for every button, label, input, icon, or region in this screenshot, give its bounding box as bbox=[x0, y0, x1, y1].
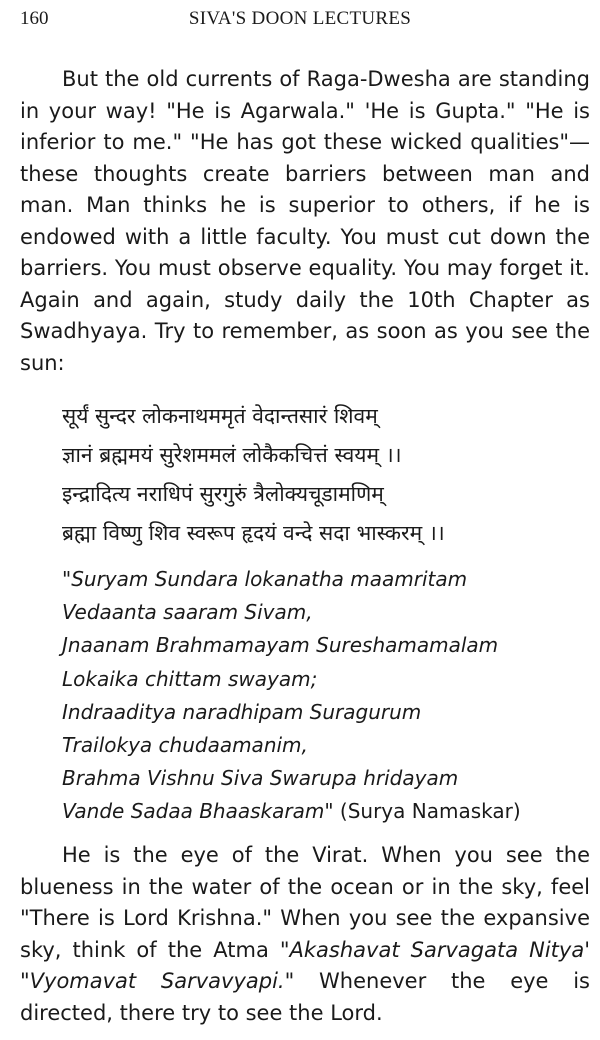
transliteration-line: Jnaanam Brahmamayam Sureshamamalam bbox=[62, 633, 499, 658]
closing-quote: " bbox=[324, 799, 334, 824]
transliteration-line: Vedaanta saaram Sivam, bbox=[62, 600, 313, 625]
paragraph-text: He is the eye of the Virat. When you see the blueness in the water of the ocean or in the sky, feel "There is Lord Krishna." When you see the expansive sky, think of the Atma bbox=[20, 843, 590, 962]
transliteration-line: Indraaditya naradhipam Suragurum bbox=[62, 699, 422, 724]
sanskrit-line: सूर्यं सुन्दर लोकनाथममृतं वेदान्तसारं शिवम् bbox=[62, 404, 378, 428]
transliteration-line-last bbox=[62, 795, 592, 828]
sanskrit-verse bbox=[62, 397, 582, 553]
running-head bbox=[20, 8, 580, 32]
verse-source: (Surya Namaskar) bbox=[333, 799, 521, 824]
paragraph-virat bbox=[20, 840, 590, 1029]
transliteration-line: Brahma Vishnu Siva Swarupa hridayam bbox=[62, 766, 459, 791]
vyomavat-quote: "Vyomavat Sarvavyapi." bbox=[20, 969, 295, 993]
transliteration bbox=[62, 563, 592, 829]
book-title: SIVA'S DOON LECTURES bbox=[188, 8, 412, 29]
sanskrit-line: ज्ञानं ब्रह्ममयं सुरेशममलं लोकैकचित्तं स्वयम् ।। bbox=[62, 443, 402, 467]
akashavat-quote: "Akashavat Sarvagata Nitya' bbox=[279, 937, 590, 962]
transliteration-line: "Suryam Sundara lokanatha maamritam bbox=[62, 567, 468, 591]
paragraph-text: Whenever the eye is directed, there try to see the Lord. bbox=[20, 969, 590, 1025]
transliteration-line: Trailokya chudaamanim, bbox=[62, 732, 308, 757]
paragraph-raga-dwesha: But the old currents of Raga-Dwesha are standing in your way! "He is Agarwala." 'He is Gupta." "He is inferior to me." "He has got these wicked qualities"— these thoughts create barriers between man and man. Man thinks he is superior to others, if he is endowed with a little faculty. You must cut down the barriers. You must observe equality. You may forget it. Again and again, study daily the 10th Chapter as Swadhyaya. Try to remember, as soon as you see the sun: bbox=[20, 67, 590, 375]
sanskrit-line: ब्रह्मा विष्णु शिव स्वरूप हृदयं वन्दे सदा भास्करम् ।। bbox=[62, 521, 445, 545]
page-number: 160 bbox=[20, 8, 49, 29]
transliteration-text: Vande Sadaa Bhaaskaram bbox=[62, 799, 325, 824]
transliteration-line: Lokaika chittam swayam; bbox=[62, 666, 318, 691]
sanskrit-line: इन्द्रादित्य नराधिपं सुरगुरुं त्रैलोक्यचूडामणिम् bbox=[62, 482, 384, 506]
